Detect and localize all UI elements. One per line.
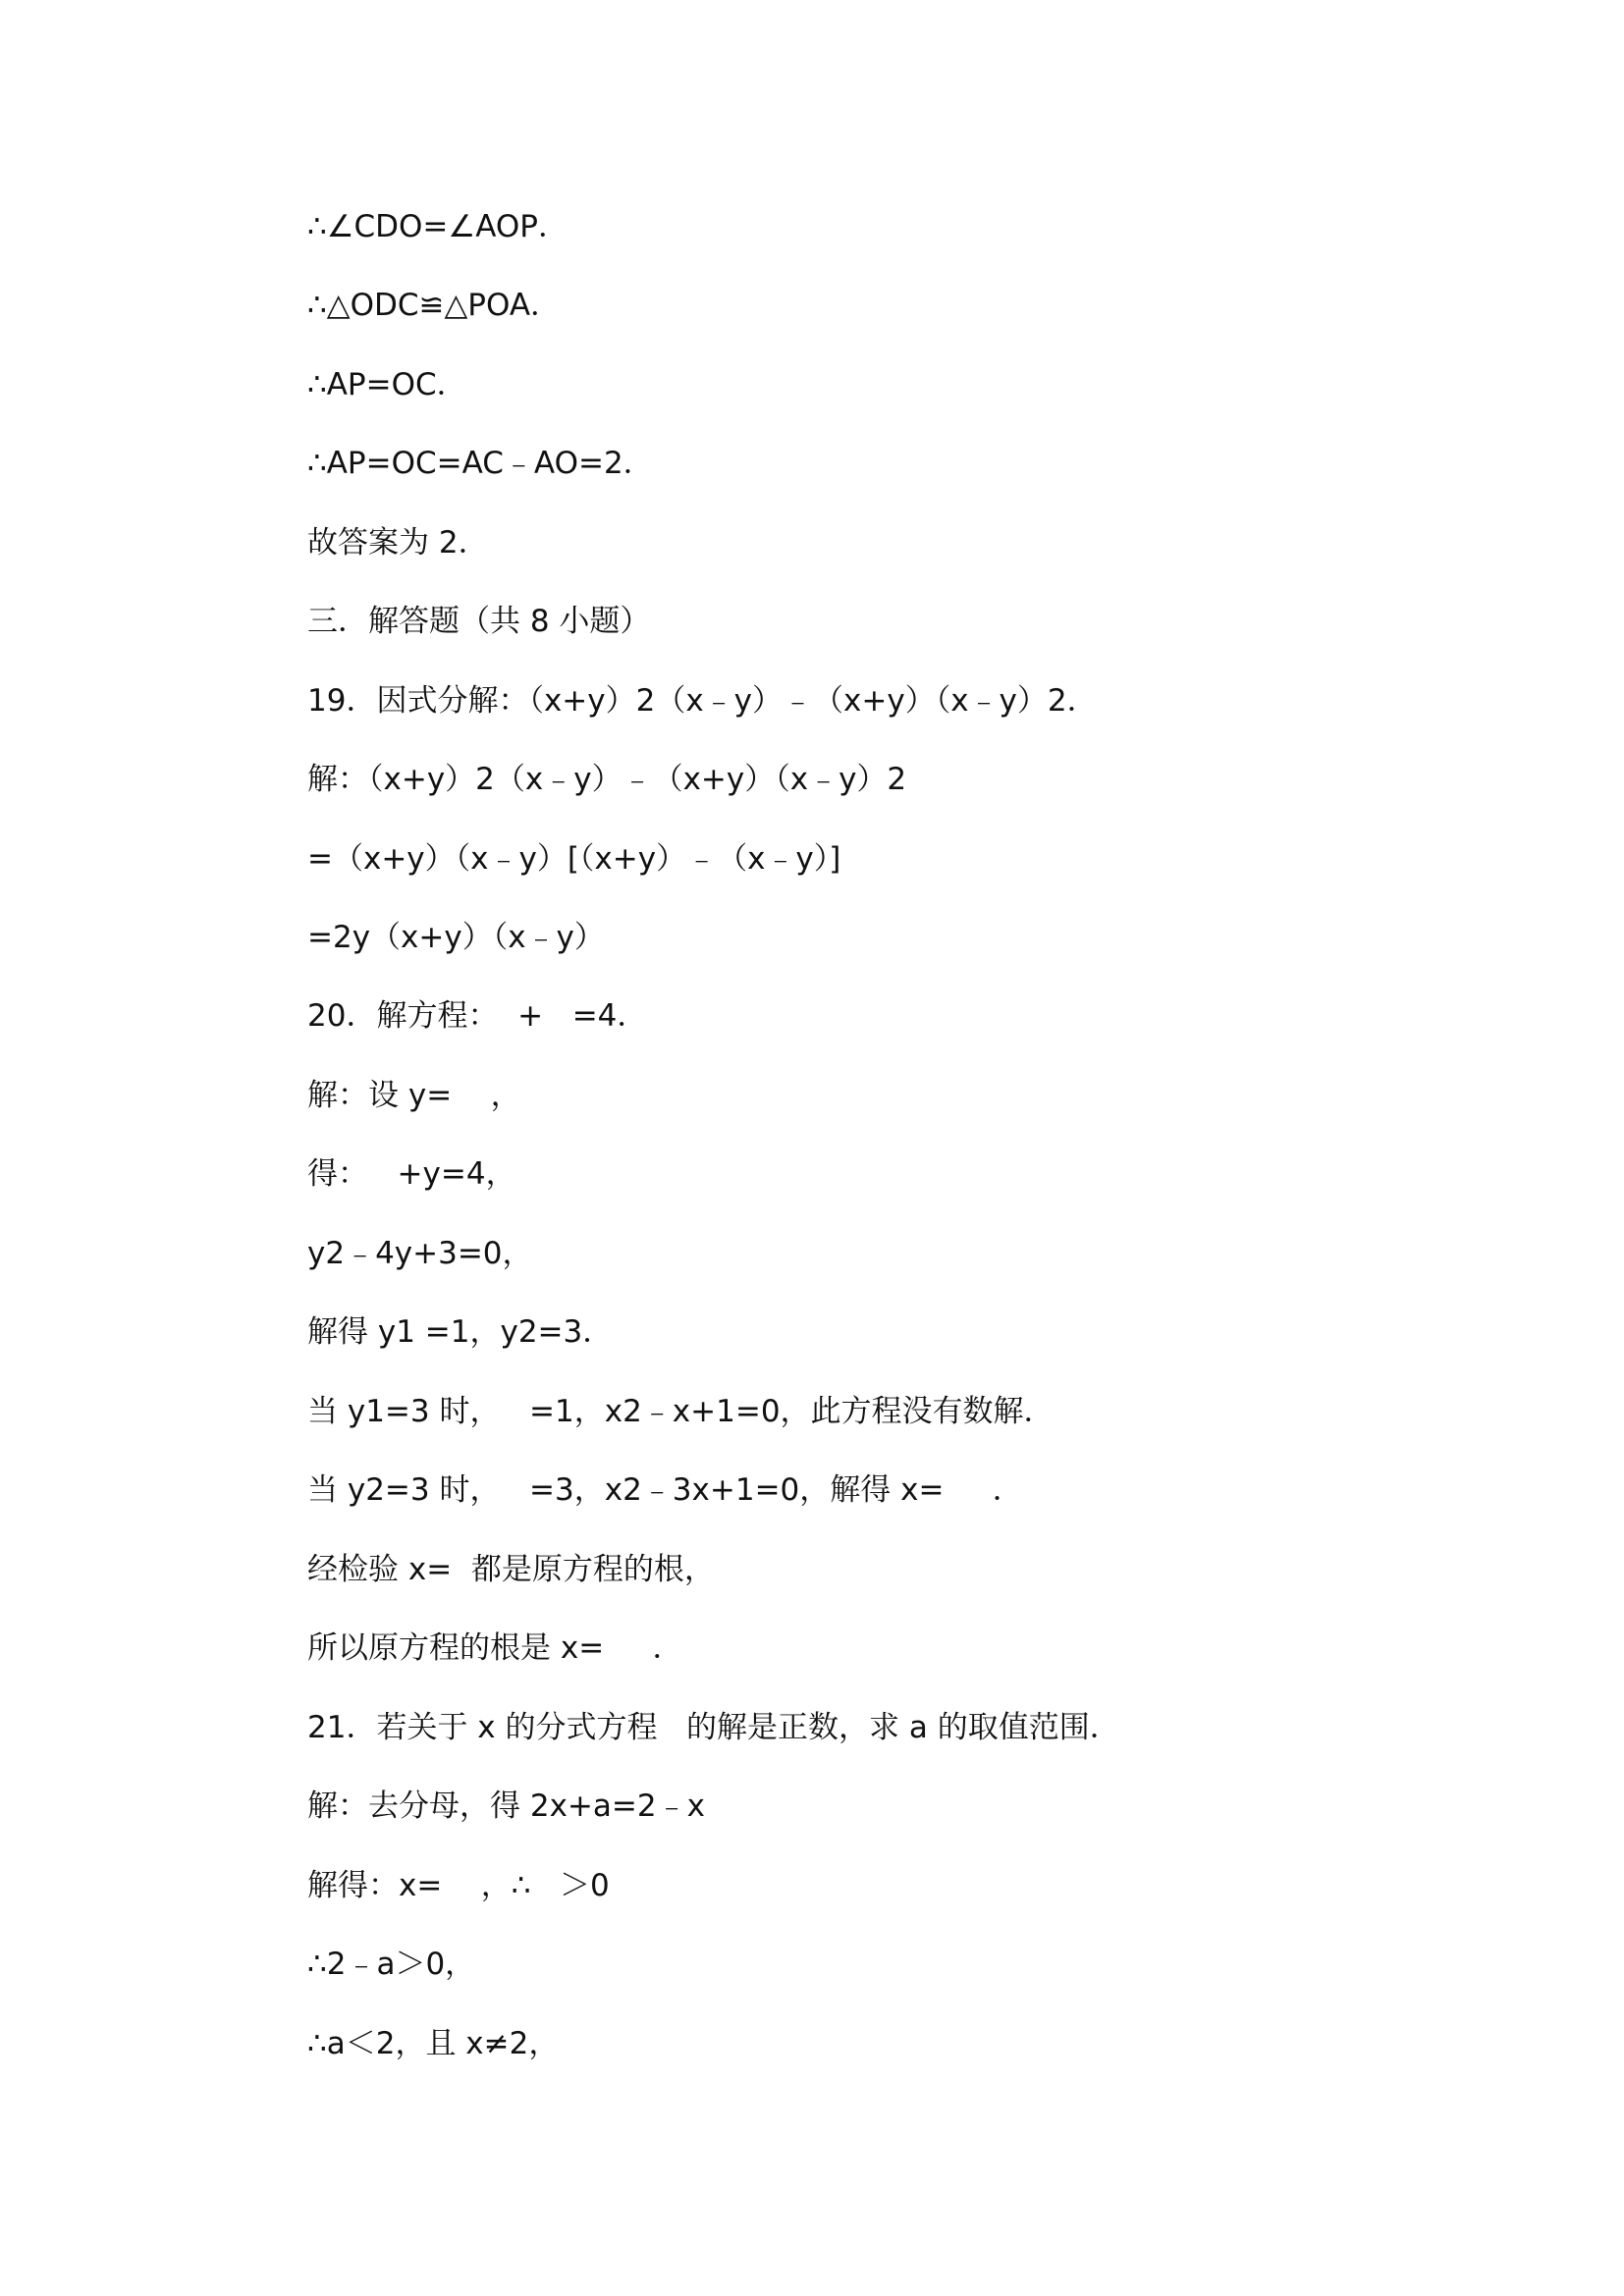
text-line: 当 y2=3 时， =3，x2﹣3x+1=0，解得 x= ． xyxy=(307,1472,1023,1508)
text-line: 得： +y=4， xyxy=(307,1156,516,1192)
text-line: ∴2﹣a＞0， xyxy=(307,1947,476,1982)
text-line: ∴∠CDO=∠AOP． xyxy=(307,209,568,244)
text-line: 解得：x= ，∴ ＞0 xyxy=(307,1868,610,1903)
text-line: 经检验 x= 都是原方程的根， xyxy=(307,1552,715,1587)
text-line: 当 y1=3 时， =1，x2﹣x+1=0，此方程没有数解． xyxy=(307,1394,1055,1429)
text-line: 解：去分母，得 2x+a=2﹣x xyxy=(307,1789,705,1824)
text-line: ∴AP=OC． xyxy=(307,367,467,402)
text-line: 所以原方程的根是 x= ． xyxy=(307,1630,683,1666)
question-20: 20．解方程： + =4． xyxy=(307,998,648,1034)
text-line: y2﹣4y+3=0， xyxy=(307,1236,533,1271)
text-line: 解：设 y= ， xyxy=(307,1078,521,1113)
text-line: ∴△ODC≌△POA． xyxy=(307,288,562,323)
text-line: ∴AP=OC=AC﹣AO=2． xyxy=(307,446,654,481)
text-line: 故答案为 2． xyxy=(307,525,489,561)
text-line: 解得 y1 =1，y2=3． xyxy=(307,1314,614,1350)
text-line: =（x+y）（x﹣y）[（x+y）﹣（x﹣y）] xyxy=(307,841,841,877)
section-heading: 三．解答题（共 8 小题） xyxy=(307,604,651,639)
text-line: =2y（x+y）（x﹣y） xyxy=(307,920,605,955)
text-line: ∴a＜2，且 x≠2， xyxy=(307,2026,560,2061)
question-21: 21．若关于 x 的分式方程 的解是正数，求 a 的取值范围． xyxy=(307,1710,1120,1745)
text-line: 解：（x+y）2（x﹣y）﹣（x+y）（x﹣y）2 xyxy=(307,762,907,797)
question-19: 19．因式分解：（x+y）2（x﹣y）﹣（x+y）（x﹣y）2． xyxy=(307,683,1098,719)
